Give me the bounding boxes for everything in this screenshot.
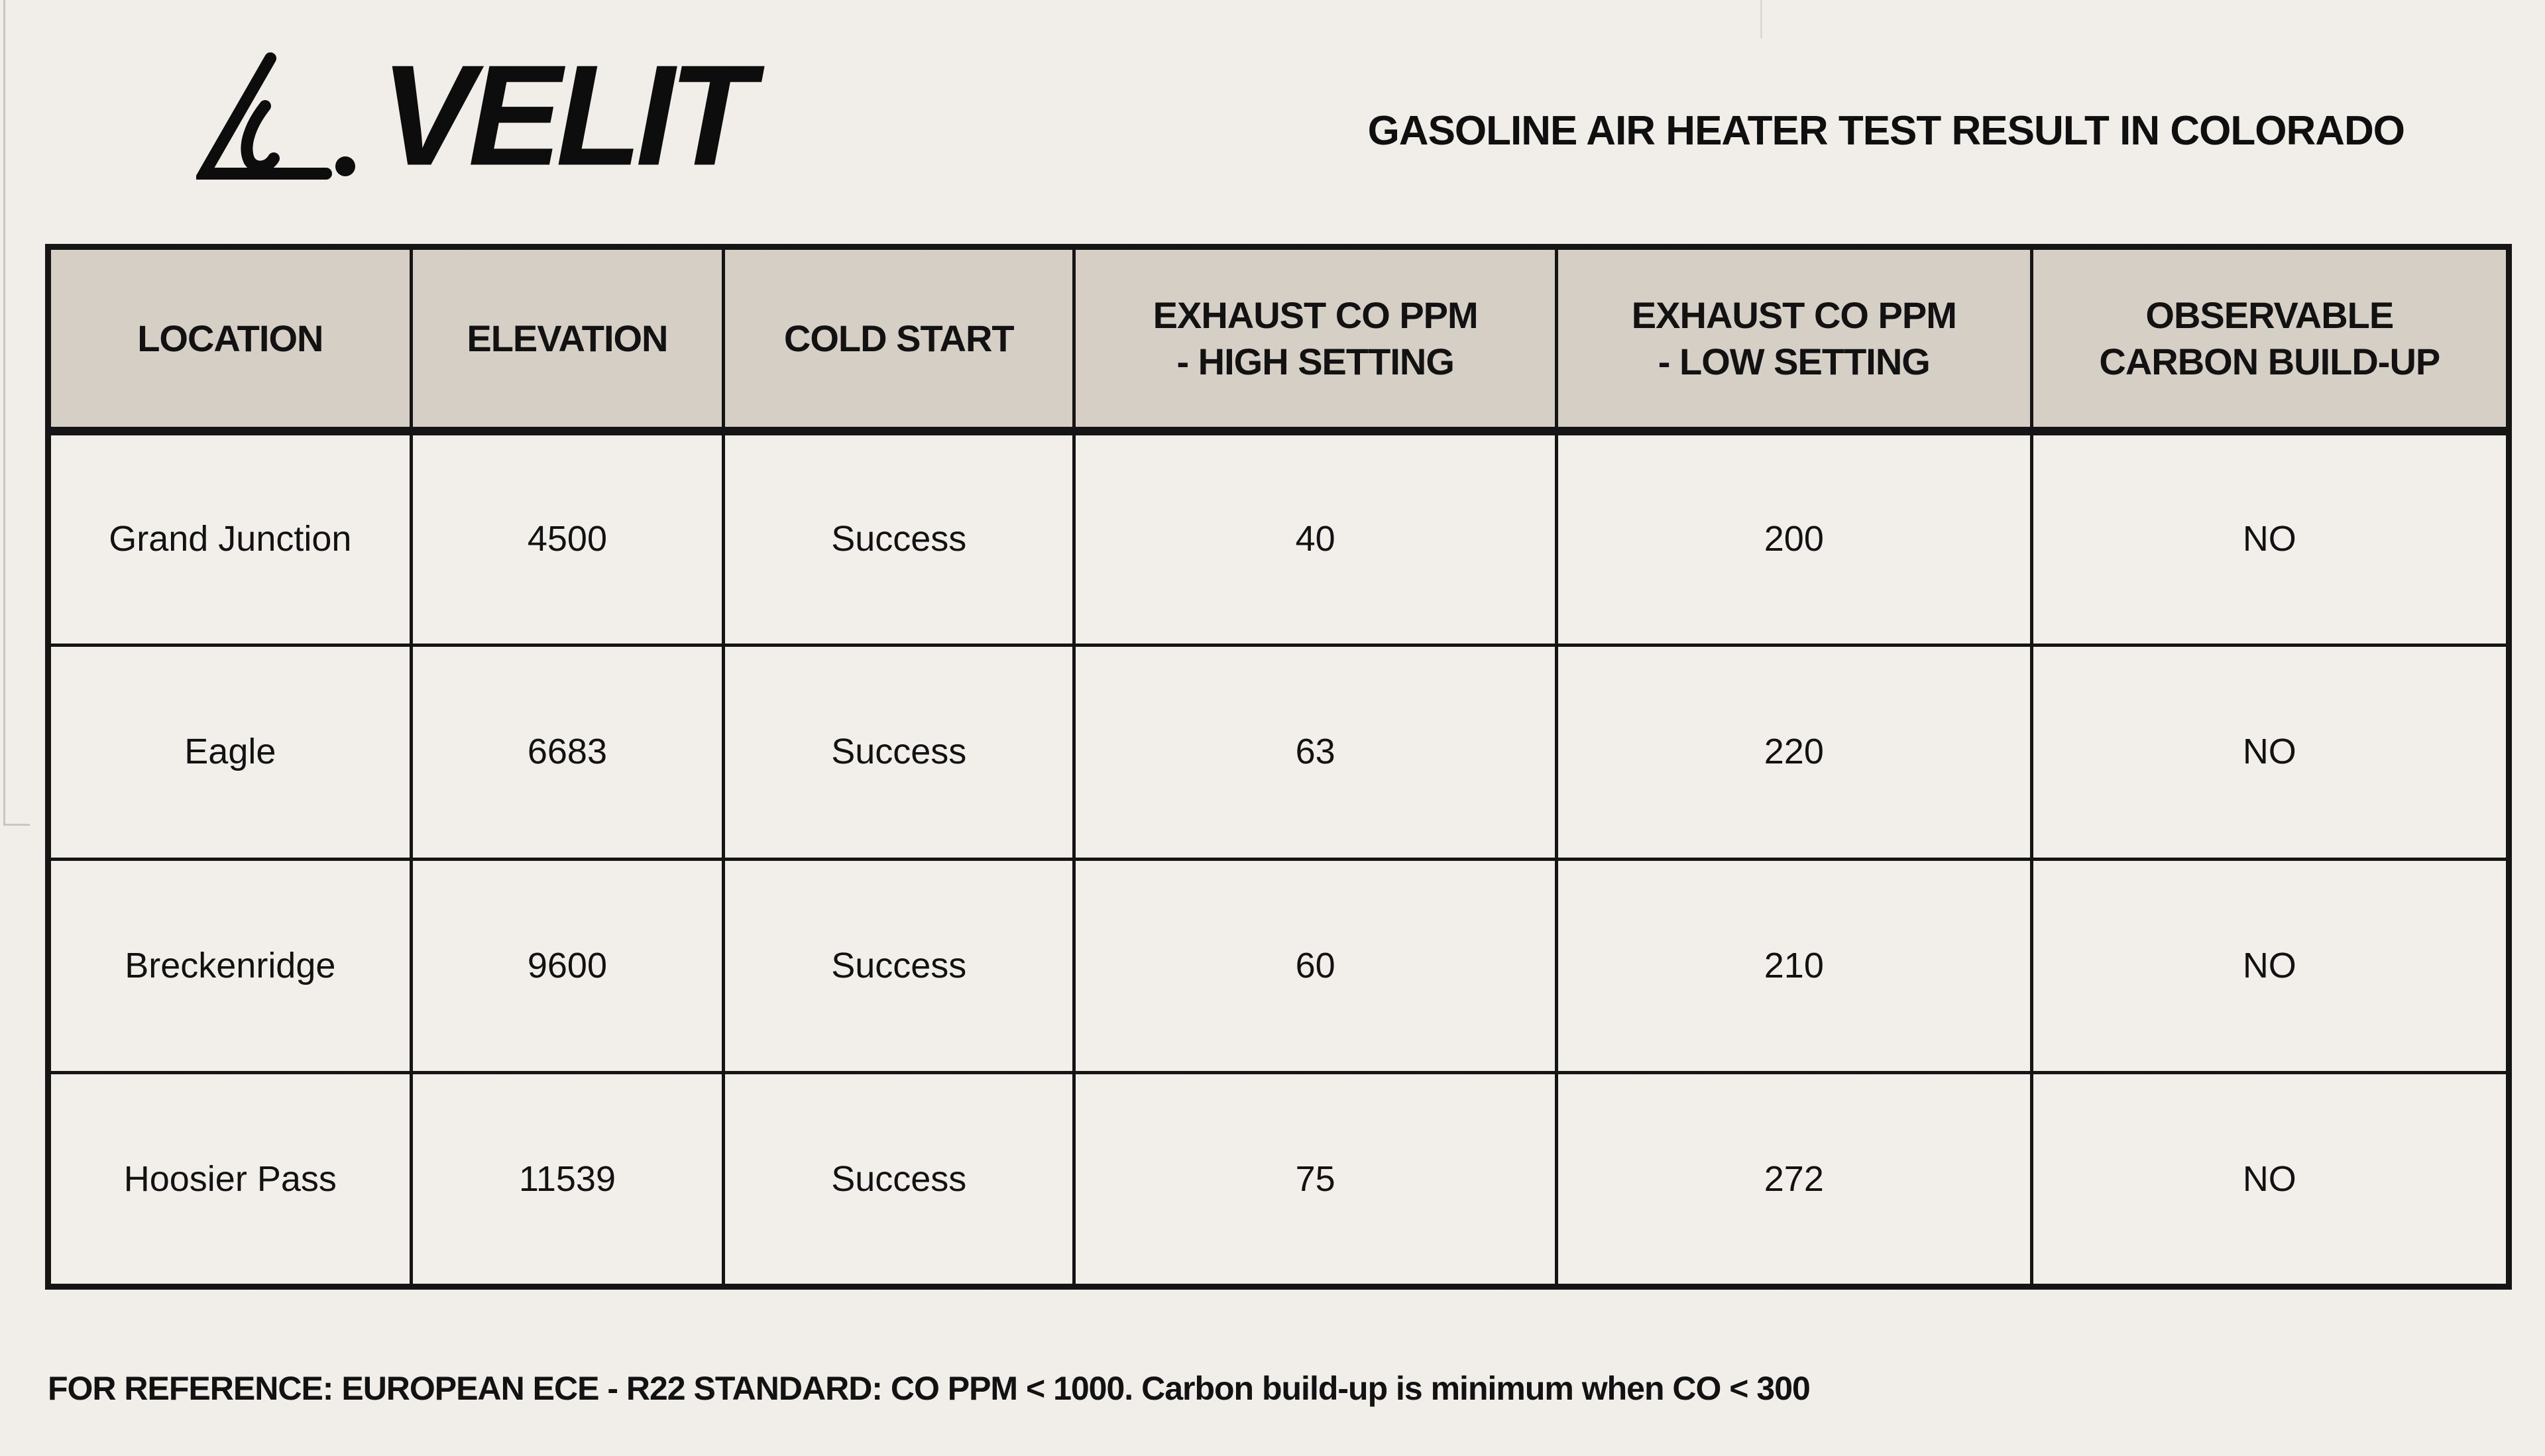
scan-edge-artifact [1760,0,1762,38]
column-header-co-ppm-low: EXHAUST CO PPM - LOW SETTING [1557,247,2032,431]
cell-location: Grand Junction [48,431,412,645]
cell-elevation: 4500 [411,431,724,645]
reference-note: FOR REFERENCE: EUROPEAN ECE - R22 STANDARD: CO PPM < 1000. Carbon build-up is minimum when CO < 300 [48,1370,1810,1407]
column-header-elevation: ELEVATION [411,247,724,431]
cell-carbon-buildup: NO [2031,645,2509,859]
cell-carbon-buildup: NO [2031,431,2509,645]
cell-co-low: 272 [1557,1073,2032,1287]
velit-logo-wordmark: VELIT [380,34,749,196]
cell-co-high: 40 [1074,431,1557,645]
cell-co-low: 220 [1557,645,2032,859]
table-row [48,1073,2509,1287]
cell-location: Hoosier Pass [48,1073,412,1287]
scan-edge-artifact [3,824,30,826]
column-header-cold-start: COLD START [724,247,1074,431]
table-row [48,431,2509,645]
table-row [48,859,2509,1073]
cell-cold-start: Success [724,859,1074,1073]
cell-location: Eagle [48,645,412,859]
cell-carbon-buildup: NO [2031,859,2509,1073]
page-title: GASOLINE AIR HEATER TEST RESULT IN COLORADO [1367,108,2404,154]
column-header-location: LOCATION [48,247,412,431]
column-header-carbon-buildup: OBSERVABLE CARBON BUILD-UP [2031,247,2509,431]
cell-elevation: 11539 [411,1073,724,1287]
cell-co-high: 75 [1074,1073,1557,1287]
test-results-table [45,244,2512,1290]
cell-location: Breckenridge [48,859,412,1073]
velit-logo [196,34,749,196]
cell-co-low: 200 [1557,431,2032,645]
table-row [48,645,2509,859]
cell-co-low: 210 [1557,859,2032,1073]
cell-elevation: 6683 [411,645,724,859]
cell-carbon-buildup: NO [2031,1073,2509,1287]
cell-cold-start: Success [724,1073,1074,1287]
cell-cold-start: Success [724,431,1074,645]
table-header-row [48,247,2509,431]
scan-edge-artifact [3,0,5,824]
column-header-co-ppm-high: EXHAUST CO PPM - HIGH SETTING [1074,247,1557,431]
cell-elevation: 9600 [411,859,724,1073]
velit-triangle-logo-icon [196,50,362,183]
cell-co-high: 63 [1074,645,1557,859]
cell-cold-start: Success [724,645,1074,859]
cell-co-high: 60 [1074,859,1557,1073]
